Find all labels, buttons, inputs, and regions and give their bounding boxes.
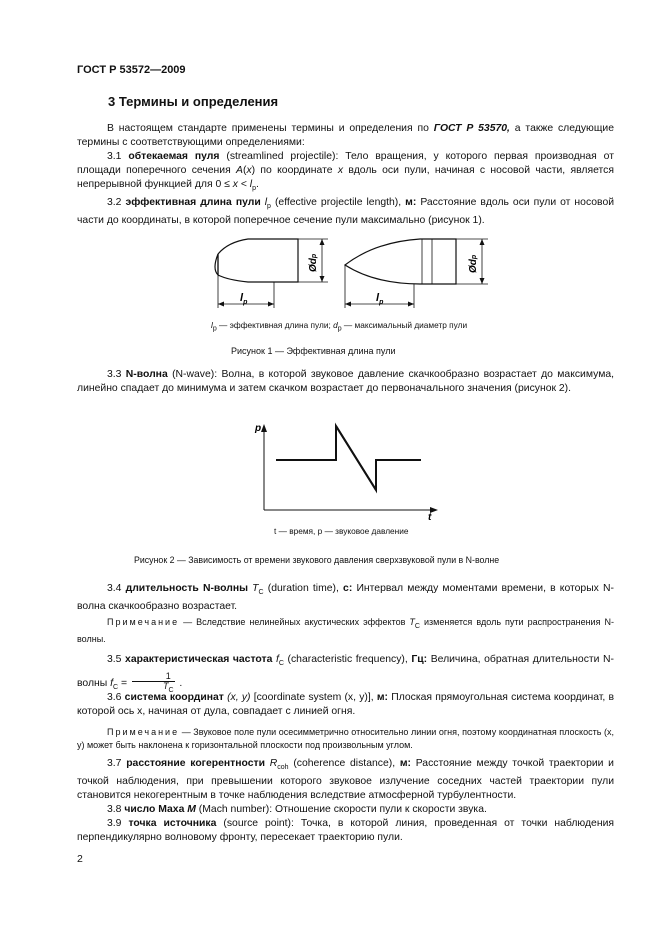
figure-2-caption: Рисунок 2 — Зависимость от времени звукового давления сверхзвуковой пули в N-волне xyxy=(134,555,500,565)
term-3-3-name: N-волна xyxy=(125,369,168,380)
note-1: Примечание — Вследствие нелинейных акустических эффектов $T_C$ изменяется вдоль пути распространения N-волны. xyxy=(77,617,614,644)
frequency-fraction: $\frac{1}{T_C}$ xyxy=(132,672,175,695)
term-3-2: 3.2 эффективная длина пули $l_p$ (effective projectile length), м: Расстояние вдоль оси пули от носовой части до координаты, в которой поперечное сечение пули максимально (рисунок 1). xyxy=(77,197,615,227)
figure-1-label-d-left: Ødр xyxy=(308,253,319,272)
intro-paragraph: В настоящем стандарте применены термины и определения по ГОСТ Р 53570, а также следующие термины с соответствующими определениями: xyxy=(77,123,614,148)
term-3-4-block xyxy=(77,582,614,614)
figure-1-label-d-right: Ødр xyxy=(468,254,479,273)
term-3-9-name: точка источника xyxy=(128,818,217,830)
term-3-5-name: характеристическая частота xyxy=(125,654,273,665)
term-3-4: 3.4 длительность N-волны $T_C$ (duration time), с: Интервал между моментами времени, в которых N-волна скачкообразно возрастает. xyxy=(77,583,614,613)
figure-1-label-lp-left: $l_р$ xyxy=(240,292,248,306)
term-3-7-name: расстояние когерентности xyxy=(126,758,266,769)
term-3-3-block xyxy=(77,368,614,396)
figure-2-legend: t — время, p — звуковое давление xyxy=(274,526,409,536)
figure-1-caption: Рисунок 1 — Эффективная длина пули xyxy=(231,346,396,356)
terms-3-7-to-3-9-block xyxy=(77,757,614,845)
intro-block xyxy=(77,122,614,228)
term-3-6-block xyxy=(77,691,614,719)
figure-2-axis-t: t xyxy=(428,512,432,520)
term-3-7: 3.7 расстояние когерентности $R_{coh}$ (coherence distance), м: Расстояние между точкой траектории и точкой наблюдения, при превышении которого звуковое излучение соседних частей траектории пули становится некогерентным в точке наблюдения вследствие атмосферной турбулентности. xyxy=(77,758,614,802)
term-3-5: 3.5 характеристическая частота $f_C$ (characteristic frequency), Гц: Величина, обратная длительности N-волны $f_C$ = $\frac{1}{T_C}$ . xyxy=(77,654,615,694)
figure-2-axis-p: p xyxy=(255,423,262,434)
figure-2-drawing xyxy=(250,420,440,520)
term-3-1: 3.1 обтекаемая пуля (streamlined projectile): Тело вращения, у которого первая производная от площади поперечного сечения A(x) по координате x вдоль оси пули, начиная с носовой части, является непрерывной функцией для $0 \le x < l_p$. xyxy=(77,151,614,193)
term-3-5-block xyxy=(77,652,614,696)
term-3-4-name: длительность N-волны xyxy=(125,583,248,594)
term-3-2-name: эффективная длина пули xyxy=(125,197,261,209)
document-header: ГОСТ Р 53572—2009 xyxy=(77,64,186,76)
term-3-1-name: обтекаемая пуля xyxy=(128,151,220,162)
figure-1-legend: $l_р$ — эффективная длина пули; $d_р$ — максимальный диаметр пули xyxy=(211,320,468,333)
term-3-9: 3.9 точка источника (source point): Точка, в которой линия, проведенная от точки наблюдения перпендикулярно волновому фронту, пересекает траекторию пули. xyxy=(77,818,615,844)
term-3-8-name: число Маха xyxy=(124,804,185,816)
page-number: 2 xyxy=(77,853,83,865)
figure-1-label-lp-right: $l_р$ xyxy=(376,292,384,306)
term-3-6-name: система координат xyxy=(124,692,224,703)
note-2: Примечание — Звуковое поле пули осесимметрично относительно линии огня, поэтому координатная плоскость (x, y) может быть наклонена к горизонтальной плоскости под произвольным углом. xyxy=(77,727,614,750)
term-3-3: 3.3 N-волна (N-wave): Волна, в которой звуковое давление скачкообразно возрастает до максимума, линейно спадает до минимума и затем скачком возрастает до первоначального значения (рисунок 2). xyxy=(77,369,615,394)
term-3-6: 3.6 система координат (x, y) [coordinate system (x, y)], м: Плоская прямоугольная система координат, в которой ось x, начиная от дула, совпадает с линией огня. xyxy=(77,692,615,717)
term-3-8: 3.8 число Маха M (Mach number): Отношение скорости пули к скорости звука. xyxy=(107,804,487,816)
section-title: 3 Термины и определения xyxy=(108,94,279,109)
figure-1-drawing xyxy=(200,232,500,318)
note-2-block xyxy=(77,726,614,752)
standard-reference: ГОСТ Р 53570, xyxy=(433,123,510,134)
note-1-block xyxy=(77,616,614,646)
